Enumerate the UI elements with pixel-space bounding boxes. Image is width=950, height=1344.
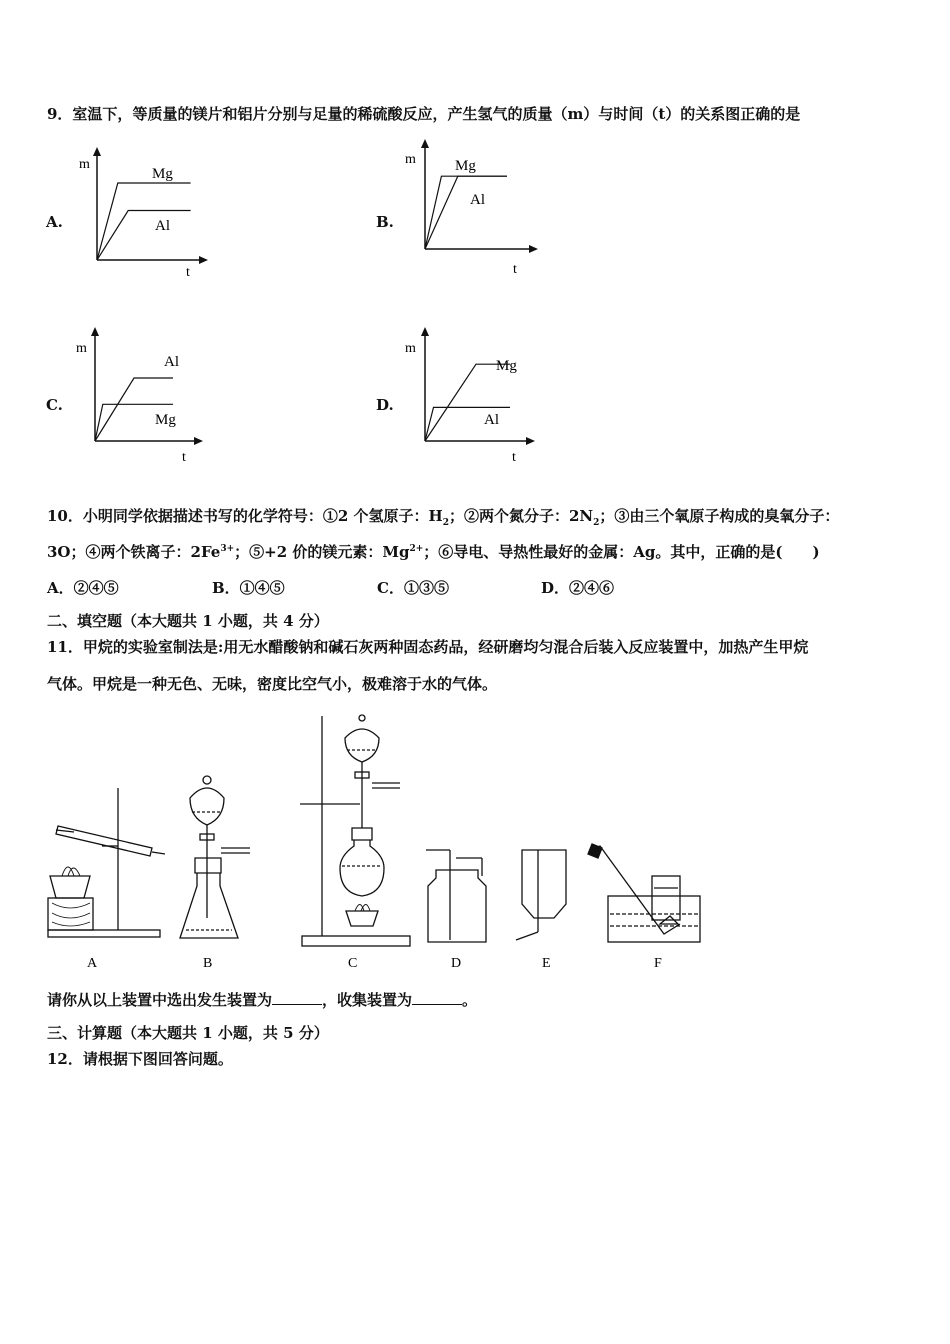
x-axis-arrow [529, 245, 538, 253]
q11-prompt [47, 989, 477, 1010]
q10-option-c: C．①③⑤ [377, 579, 449, 597]
q10-line2-part-a: 3O；④两个铁离子：2Fe [47, 543, 221, 561]
q10-line2-part-b: ；⑤+2 价的镁元素：Mg [234, 543, 410, 561]
q10-line2-sup-2: 2+ [409, 544, 424, 554]
apparatus-e [516, 850, 566, 940]
apparatus-label-e: E [542, 956, 551, 971]
series-bottom-label: Al [470, 192, 485, 208]
series-mg-line [97, 183, 191, 260]
apparatus-label-d: D [451, 956, 462, 971]
x-axis-arrow [194, 437, 203, 445]
q9-option-d-label: D. [376, 396, 394, 414]
x-axis-label: t [513, 262, 517, 277]
series-bottom-label: Al [155, 218, 170, 234]
series-top-label: Mg [496, 358, 517, 374]
q9-graph-c [68, 325, 218, 465]
series-mg-line [425, 364, 510, 441]
y-axis-arrow [421, 327, 429, 336]
q9-text: 9．室温下，等质量的镁片和铝片分别与足量的稀硫酸反应，产生氢气的质量（m）与时间（t）的关系图正确的是 [47, 105, 801, 123]
series-al-line [425, 176, 507, 249]
generation-apparatus-blank[interactable] [272, 990, 322, 1005]
q11-prompt-part-b: ，收集装置为 [322, 991, 413, 1009]
q10-line2-part-c: ；⑥导电、导热性最好的金属：Ag。其中，正确的是( ) [423, 543, 820, 561]
collection-apparatus-blank[interactable] [412, 990, 462, 1005]
q10-line1-part-b: ；②两个氮分子：2N [448, 507, 594, 525]
y-axis-arrow [91, 327, 99, 336]
q9-option-b-label: B. [376, 213, 394, 231]
q10-option-b: B．①④⑤ [212, 579, 285, 597]
q12-text: 12．请根据下图回答问题。 [47, 1050, 233, 1068]
apparatus-f [588, 844, 700, 942]
y-axis-label: m [79, 157, 90, 172]
y-axis-label: m [405, 152, 416, 167]
series-top-label: Mg [455, 158, 476, 174]
y-axis-arrow [421, 139, 429, 148]
series-top-label: Mg [152, 166, 173, 182]
series-mg-line [425, 176, 507, 249]
series-top-label: Al [164, 354, 179, 370]
q11-line-1: 11．甲烷的实验室制法是:用无水醋酸钠和碱石灰两种固态药品，经研磨均匀混合后装入反应装置中，加热产生甲烷 [47, 638, 809, 656]
q10-line1-part-c: ；③由三个氧原子构成的臭氧分子： [599, 507, 840, 525]
q10-line2-sup-1: 3+ [220, 544, 235, 554]
apparatus-b [180, 776, 250, 938]
x-axis-label: t [512, 450, 516, 465]
q11-prompt-part-c: 。 [462, 991, 478, 1009]
q10-line1-sub-1: 2 [442, 518, 449, 528]
series-al-line [97, 211, 191, 261]
q9-graph-a [70, 145, 220, 280]
series-bottom-label: Mg [155, 412, 176, 428]
section-3-heading: 三、计算题（本大题共 1 小题，共 5 分） [47, 1024, 329, 1042]
q11-prompt-part-a: 请你从以上装置中选出发生装置为 [47, 991, 273, 1009]
series-bottom-label: Al [484, 412, 499, 428]
apparatus-label-b: B [203, 956, 213, 971]
q10-option-a: A．②④⑤ [47, 579, 119, 597]
q9-option-a-label: A. [46, 213, 63, 231]
q10-line-1 [47, 505, 839, 528]
q10-line1-sub-2: 2 [593, 518, 600, 528]
x-axis-label: t [182, 450, 186, 465]
q9-option-c-label: C. [46, 396, 63, 414]
apparatus-label-a: A [87, 956, 98, 971]
x-axis-arrow [199, 256, 208, 264]
apparatus-label-f: F [654, 956, 662, 971]
q9-graph-d [398, 325, 548, 465]
apparatus-label-c: C [348, 956, 358, 971]
q9-graph-b [398, 137, 548, 277]
y-axis-label: m [405, 341, 416, 356]
series-al-line [95, 378, 173, 441]
x-axis-arrow [526, 437, 535, 445]
apparatus-a [48, 788, 165, 937]
q10-line-2 [47, 541, 820, 562]
y-axis-arrow [93, 147, 101, 156]
x-axis-label: t [186, 265, 190, 280]
q10-line1-part-a: 10．小明同学依据描述书写的化学符号：①2 个氢原子：H [47, 507, 443, 525]
q11-apparatus-figure [40, 708, 720, 973]
y-axis-label: m [76, 341, 87, 356]
apparatus-c [300, 715, 410, 946]
section-2-heading: 二、填空题（本大题共 1 小题，共 4 分） [47, 612, 329, 630]
q11-line-2: 气体。甲烷是一种无色、无味，密度比空气小，极难溶于水的气体。 [47, 675, 498, 693]
apparatus-d [426, 850, 486, 942]
q10-option-d: D．②④⑥ [541, 579, 615, 597]
